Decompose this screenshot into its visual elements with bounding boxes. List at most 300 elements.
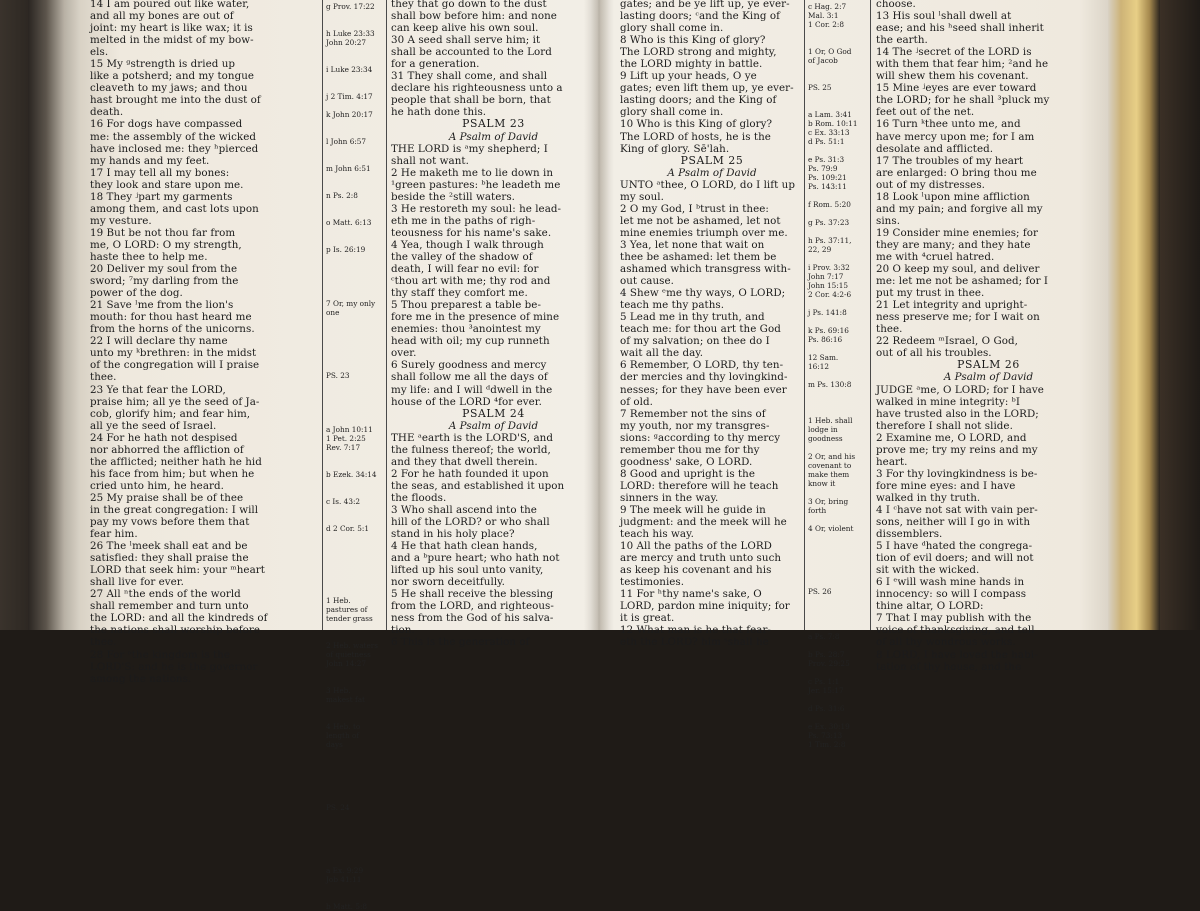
verse-line: head with oil; my cup runneth xyxy=(391,335,550,348)
verse-line: lifted up his soul unto vanity, xyxy=(391,564,544,577)
cross-reference-line: d Ps. 51:1 xyxy=(808,137,845,146)
cross-reference-line xyxy=(326,182,384,191)
verse-line: 5 I have ᵈhated the congrega- xyxy=(876,540,1033,553)
verse-line: ashamed which transgress with- xyxy=(620,263,791,276)
cross-reference-line xyxy=(326,200,384,209)
verse-line: the earth. xyxy=(876,34,928,47)
verse-line: like a potsherd; and my tongue xyxy=(90,70,255,83)
cross-reference-line xyxy=(326,551,384,560)
cross-reference-line xyxy=(808,569,866,578)
cross-reference-line xyxy=(326,533,384,542)
cross-reference-line: m John 6:51 xyxy=(326,164,371,173)
verse-line: of the congregation will I praise xyxy=(90,359,260,372)
cross-reference-line xyxy=(808,38,866,47)
verse-line: thee be ashamed: let them be xyxy=(620,250,777,263)
cross-reference-line xyxy=(326,884,384,893)
verse-line: nesses; for they have been ever xyxy=(620,383,787,396)
cross-reference-line xyxy=(326,821,384,830)
cross-reference-line: h Luke 23:33 xyxy=(326,29,375,38)
verse-line: satisfied: they shall praise the xyxy=(90,552,249,565)
verse-line: 19 Consider mine enemies; for xyxy=(876,226,1038,239)
verse-line: 21 Save ˡme from the lion's xyxy=(90,299,234,312)
psalm-subtitle: A Psalm of David xyxy=(943,371,1034,384)
gutter-shadow xyxy=(584,0,614,630)
cross-reference-line: b Rom. 10:11 xyxy=(808,119,858,128)
verse-line: me: let me not be ashamed; for I xyxy=(876,275,1048,288)
cross-reference-line: m Ps. 130:8 xyxy=(808,380,852,389)
verse-line: 24 For he hath not despised xyxy=(90,431,238,444)
cross-reference-line: John 14:27 xyxy=(326,659,367,668)
verse-line: out of all his troubles. xyxy=(876,347,992,360)
verse-line: and all my bones are out of xyxy=(90,10,234,23)
verse-line: fear him. xyxy=(90,528,138,541)
verse-line: eth me in the paths of righ- xyxy=(391,214,536,227)
verse-line: 6 This is the generation of xyxy=(391,636,530,649)
cross-reference-line xyxy=(326,767,384,776)
verse-line: 2 For he hath founded it upon xyxy=(391,467,549,480)
verse-line: tion of evil doers; and will not xyxy=(876,552,1034,565)
verse-line: 6 Surely goodness and mercy xyxy=(391,359,547,372)
book-right-edge-gilt xyxy=(1108,0,1160,630)
verse-line: have mercy upon me; for I am xyxy=(876,130,1035,143)
cross-reference-line: g Ps. 37:23 xyxy=(808,218,850,227)
cross-reference-line: a John 10:11 xyxy=(326,425,373,434)
verse-line: eth the LORD? him ˢshall he xyxy=(620,636,769,649)
cross-reference-line: Mal. 3:1 xyxy=(808,11,839,20)
left-page-cross-references xyxy=(326,2,384,911)
verse-line: King of glory. Sē'lah. xyxy=(620,142,730,155)
cross-reference-line: a Lam. 3:41 xyxy=(808,110,852,119)
verse-line: the floods. xyxy=(391,491,447,504)
verse-line: beside the ²still waters. xyxy=(391,190,515,203)
cross-reference-line: 3 Or, bring xyxy=(808,497,849,506)
verse-line: 28 For ᵒthe kingdom is the xyxy=(90,648,231,661)
cross-reference-line xyxy=(326,398,384,407)
cross-reference-line xyxy=(808,551,866,560)
cross-reference-line xyxy=(808,542,866,551)
cross-reference-line: 1 Pet. 2:25 xyxy=(326,434,366,443)
cross-reference-line xyxy=(326,128,384,137)
psalm-subtitle: A Psalm of David xyxy=(448,130,539,143)
verse-line: lasting doors; ᶜand the King of xyxy=(620,10,780,23)
verse-line: 13 His soul ˡshall dwell at xyxy=(876,10,1012,23)
cross-reference-line xyxy=(326,794,384,803)
verse-line: 30 A seed shall serve him; it xyxy=(391,34,541,47)
cross-reference-line: 1 Or, O God xyxy=(808,47,852,56)
cross-reference-line xyxy=(326,542,384,551)
cross-reference-line xyxy=(326,776,384,785)
verse-line: my vesture. xyxy=(90,214,152,227)
verse-line: 7 Remember not the sins of xyxy=(620,407,766,420)
verse-line: lasting doors; and the King of xyxy=(620,94,777,107)
cross-reference-line: Ps. 86:16 xyxy=(808,335,843,344)
verse-line: declare his righteousness unto a xyxy=(391,82,563,95)
verse-line: teach me: for thou art the God xyxy=(620,323,781,336)
cross-reference-line xyxy=(808,596,866,605)
verse-line: the seas, and established it upon xyxy=(391,479,565,492)
verse-line: heart. xyxy=(876,455,908,468)
cross-reference-line xyxy=(326,461,384,470)
verse-line: 15 Mine ʲeyes are ever toward xyxy=(876,82,1037,95)
cross-reference-line xyxy=(808,488,866,497)
cross-reference-line xyxy=(326,353,384,362)
verse-line: house of the LORD ⁴for ever. xyxy=(391,395,542,408)
verse-line: praise him; all ye the seed of Ja- xyxy=(90,395,260,408)
verse-line: 9 The meek will he guide in xyxy=(620,503,766,516)
cross-reference-line: i Luke 23:34 xyxy=(326,65,373,74)
cross-reference-line: a Ps. 7:8 xyxy=(808,632,840,641)
cross-reference-line: Ps. 143:11 xyxy=(808,182,847,191)
cross-reference-line: c Ps. 1:1 xyxy=(808,677,840,686)
verse-line: it is great. xyxy=(620,612,675,625)
cross-reference-line xyxy=(808,623,866,632)
cross-reference-line: 1 Tim. 2:8 xyxy=(808,740,846,749)
verse-line: walked in thy truth. xyxy=(876,491,981,504)
verse-line: teousness for his name's sake. xyxy=(391,226,552,239)
cross-reference-line xyxy=(326,389,384,398)
cross-reference-line: a Ex. 9:29 xyxy=(326,866,364,875)
cross-reference-line xyxy=(326,848,384,857)
verse-line: 2 O my God, I ᵇtrust in thee: xyxy=(620,202,769,215)
psalm-heading: PSALM 26 xyxy=(957,358,1020,372)
verse-line: 27 All ⁿthe ends of the world xyxy=(90,588,241,601)
verse-line: have inclosed me: they ʰpierced xyxy=(90,142,259,155)
cross-reference-line: forth xyxy=(808,506,827,515)
verse-line: as keep his covenant and his xyxy=(620,564,772,577)
verse-line: 8 Good and upright is the xyxy=(620,467,755,480)
verse-line: 10 All the paths of the LORD xyxy=(620,540,772,553)
verse-line: and my pain; and forgive all my xyxy=(876,202,1043,215)
verse-line: out of my distresses. xyxy=(876,178,985,191)
verse-line: 3 He restoreth my soul: he lead- xyxy=(391,202,562,215)
verse-line: sit with the wicked. xyxy=(876,564,980,577)
verse-line: tation of thy house, and the xyxy=(876,660,1022,673)
cross-reference-line: PS. 25 xyxy=(808,83,832,92)
verse-line: shall live for ever. xyxy=(90,576,184,589)
verse-line: voice of thanksgiving, and tell xyxy=(876,624,1035,637)
verse-line: 3 Who shall ascend into the xyxy=(391,503,537,516)
verse-line: stand in his holy place? xyxy=(391,528,515,541)
verse-line: testimonies. xyxy=(620,576,685,589)
verse-line: me: the assembly of the wicked xyxy=(90,130,256,143)
right-page xyxy=(612,0,1102,749)
verse-line: from the horns of the unicorns. xyxy=(90,323,255,336)
cross-reference-line: o Matt. 6:13 xyxy=(326,218,372,227)
cross-reference-line: PS. 24 xyxy=(326,803,350,812)
verse-line: my hands and my feet. xyxy=(90,154,210,167)
verse-line: cob, glorify him; and fear him, xyxy=(90,407,251,420)
cross-reference-line xyxy=(808,668,866,677)
verse-line: ness preserve me; for I wait on xyxy=(876,311,1040,324)
cross-reference-line: lodge in xyxy=(808,425,838,434)
cross-reference-line xyxy=(326,587,384,596)
cross-reference-line: 1 Heb. shall xyxy=(808,416,853,425)
cross-reference-line: one xyxy=(326,308,340,317)
cross-reference-line: g Prov. 17:22 xyxy=(326,2,375,11)
cross-reference-line xyxy=(326,155,384,164)
cross-reference-line xyxy=(326,173,384,182)
cross-reference-line xyxy=(808,92,866,101)
cross-reference-line xyxy=(326,335,384,344)
psalm-heading: PSALM 24 xyxy=(462,406,525,420)
verse-line: the valley of the shadow of xyxy=(391,250,533,263)
cross-reference-line xyxy=(326,362,384,371)
verse-line: of old. xyxy=(620,395,653,408)
cross-reference-line: John 15:15 xyxy=(808,281,849,290)
verse-line: LORD: therefore will he teach xyxy=(620,479,779,492)
verse-line: choose. xyxy=(876,0,916,10)
verse-line: enemies: thou ³anointest my xyxy=(391,323,541,336)
cross-reference-line: l John 6:57 xyxy=(326,137,367,146)
cross-reference-line xyxy=(808,578,866,587)
verse-line: JUDGE ᵃme, O LORD; for I have xyxy=(876,383,1044,396)
cross-reference-line xyxy=(326,578,384,587)
cross-reference-line xyxy=(326,326,384,335)
verse-line: and they that dwell therein. xyxy=(391,455,538,468)
verse-line: melted in the midst of my bow- xyxy=(90,34,254,47)
cross-reference-line: e Ps. 31:3 xyxy=(808,155,845,164)
verse-line: 19 But be not thou far from xyxy=(90,226,236,239)
verse-line: wait all the day. xyxy=(620,347,704,360)
left-page-column-2 xyxy=(391,0,596,649)
cross-reference-line: f Rom. 5:20 xyxy=(808,200,851,209)
cross-reference-line: b Matt. 5:8 xyxy=(326,902,368,911)
verse-line: 6 Remember, O LORD, thy ten- xyxy=(620,359,784,372)
verse-line: sions: ᵍaccording to thy mercy xyxy=(620,431,781,444)
cross-reference-line xyxy=(326,560,384,569)
verse-line: my soul. xyxy=(620,190,664,203)
verse-line: 18 Look ˡupon mine affliction xyxy=(876,190,1030,203)
cross-reference-line: k John 20:17 xyxy=(326,110,373,119)
verse-line: they that go down to the dust xyxy=(391,0,547,10)
cross-reference-line: Jer. 15:17 xyxy=(808,686,844,695)
cross-reference-line xyxy=(808,227,866,236)
verse-line: 16 Turn ᵏthee unto me, and xyxy=(876,118,1021,131)
cross-reference-line: know it xyxy=(808,479,836,488)
cross-reference-line: of quietness xyxy=(326,650,371,659)
cross-reference-line xyxy=(326,119,384,128)
verse-line: the afflicted; neither hath he hid xyxy=(90,455,262,468)
cross-reference-line: length of xyxy=(326,731,360,740)
cross-reference-line xyxy=(326,704,384,713)
verse-line: of all thy wondrous works. xyxy=(876,636,1016,649)
verse-line: 16 For dogs have compassed xyxy=(90,118,243,131)
verse-line: fore me in the presence of mine xyxy=(391,311,560,324)
cross-reference-line xyxy=(808,29,866,38)
verse-line: 4 Shew ᵉme thy ways, O LORD; xyxy=(620,287,786,300)
cross-reference-line xyxy=(808,371,866,380)
verse-line: of my salvation; on thee do I xyxy=(620,335,770,348)
cross-reference-line: makest fat xyxy=(326,695,365,704)
verse-line: sinners in the way. xyxy=(620,491,719,504)
verse-line: 3 Yea, let none that wait on xyxy=(620,238,765,251)
verse-line: 31 They shall come, and shall xyxy=(391,70,548,83)
cross-reference-line: 1 Heb. xyxy=(326,596,351,605)
verse-line: shall follow me all the days of xyxy=(391,371,548,384)
cross-reference-line xyxy=(326,227,384,236)
verse-line: 5 Lead me in thy truth, and xyxy=(620,311,765,324)
cross-reference-line: Prov. 29:25 xyxy=(808,659,850,668)
verse-line: 8 LORD, I have loved the habi- xyxy=(876,648,1038,661)
cross-reference-line xyxy=(808,344,866,353)
verse-line: the LORD: and all the kindreds of xyxy=(90,612,268,625)
verse-line: 2 He maketh me to lie down in xyxy=(391,166,554,179)
psalm-subtitle: A Psalm of David xyxy=(667,166,757,179)
cross-reference-line xyxy=(326,263,384,272)
verse-line: judgment: and the meek will he xyxy=(620,516,787,529)
verse-line: cleaveth to my jaws; and thou xyxy=(90,82,248,95)
cross-reference-line: i Prov. 3:32 xyxy=(808,263,850,272)
verse-line: the LORD mighty in battle. xyxy=(620,58,763,71)
verse-line: unto my ᵏbrethren: in the midst xyxy=(90,347,257,360)
cross-reference-line xyxy=(326,785,384,794)
verse-line: 6 I ᵉwill wash mine hands in xyxy=(876,576,1025,589)
cross-reference-line: Ps. 109:21 xyxy=(808,173,847,182)
verse-line: 17 I may tell all my bones: xyxy=(90,166,230,179)
verse-line: prove me; try my reins and my xyxy=(876,443,1038,456)
cross-reference-line xyxy=(326,479,384,488)
cross-reference-line xyxy=(808,443,866,452)
column-rule xyxy=(804,0,805,630)
verse-line: thee. xyxy=(90,636,117,649)
verse-line: 11 For ʰthy name's sake, O xyxy=(620,588,762,601)
cross-reference-line xyxy=(326,569,384,578)
verse-line: 25 My praise shall be of thee xyxy=(90,491,244,504)
verse-line: 3 For thy lovingkindness is be- xyxy=(876,467,1038,480)
verse-line: haste thee to help me. xyxy=(90,250,208,263)
verse-line: from the LORD, and righteous- xyxy=(391,600,554,613)
cross-reference-line: d Ps. 31:6 xyxy=(808,704,845,713)
cross-reference-line xyxy=(326,83,384,92)
cross-reference-line: 22, 29 xyxy=(808,245,832,254)
verse-line: are enlarged: O bring thou me xyxy=(876,166,1037,179)
verse-line: 15 My ᵍstrength is dried up xyxy=(90,58,236,71)
verse-line: LORD that seek him: your ᵐheart xyxy=(90,564,265,577)
verse-line: therefore I shall not slide. xyxy=(876,419,1013,432)
cross-reference-line xyxy=(326,623,384,632)
column-rule xyxy=(322,0,323,630)
cross-reference-line: 16:12 xyxy=(808,362,830,371)
cross-reference-line: n Ps. 2:8 xyxy=(326,191,358,200)
verse-line: 20 O keep my soul, and deliver xyxy=(876,263,1040,276)
cross-reference-line: 7 Or, my only xyxy=(326,299,376,308)
verse-line: all ye the seed of Israel. xyxy=(90,419,217,432)
verse-line: 22 Redeem ᵐIsrael, O God, xyxy=(876,335,1018,348)
verse-line: THE ᵃearth is the LORD'S, and xyxy=(391,431,553,444)
verse-line: 2 Examine me, O LORD, and xyxy=(876,431,1027,444)
verse-line: fore mine eyes: and I have xyxy=(876,479,1016,492)
verse-line: thine altar, O LORD: xyxy=(876,600,984,613)
verse-line: 5 Thou preparest a table be- xyxy=(391,299,541,312)
cross-reference-line xyxy=(808,191,866,200)
verse-line: nor sworn deceitfully. xyxy=(391,576,505,589)
cross-reference-line xyxy=(326,344,384,353)
cross-reference-line: 2 Cor. 4:2-6 xyxy=(808,290,852,299)
cross-reference-line xyxy=(326,758,384,767)
verse-line: they look and stare upon me. xyxy=(90,178,244,191)
cross-reference-line: b Ezek. 34:14 xyxy=(326,470,377,479)
cross-reference-line: b Ps. 28:7 xyxy=(808,650,845,659)
cross-reference-line xyxy=(326,677,384,686)
cross-reference-line: goodness xyxy=(808,434,843,443)
verse-line: ᶜthou art with me; thy rod and xyxy=(391,275,551,288)
cross-reference-line: Ps. 73:13 xyxy=(808,731,843,740)
cross-reference-line xyxy=(326,380,384,389)
verse-line: death, I will fear no evil: for xyxy=(391,263,539,276)
cross-reference-line: tender grass xyxy=(326,614,373,623)
cross-reference-line: covenant to xyxy=(808,461,852,470)
cross-reference-line xyxy=(808,146,866,155)
cross-reference-line: 2 Or, and his xyxy=(808,452,856,461)
cross-reference-line: Rev. 7:17 xyxy=(326,443,361,452)
verse-line: 26 The ˡmeek shall eat and be xyxy=(90,540,248,553)
cross-reference-line: 4 Or, violent xyxy=(808,524,854,533)
cross-reference-line xyxy=(326,416,384,425)
verse-line: my youth, nor my transgres- xyxy=(620,419,770,432)
cross-reference-line xyxy=(326,668,384,677)
verse-line: put my trust in thee. xyxy=(876,287,985,300)
verse-line: der mercies and thy lovingkind- xyxy=(620,371,788,384)
cross-reference-line xyxy=(808,389,866,398)
verse-line: shall remember and turn unto xyxy=(90,600,249,613)
cross-reference-line: k Ps. 69:16 xyxy=(808,326,849,335)
verse-line: can keep alive his own soul. xyxy=(391,22,539,35)
verse-line: desolate and afflicted. xyxy=(876,142,994,155)
cross-reference-line xyxy=(326,713,384,722)
verse-line: they are many; and they hate xyxy=(876,238,1031,251)
cross-reference-line xyxy=(326,11,384,20)
verse-line: nor abhorred the affliction of xyxy=(90,443,244,456)
verse-line: glory shall come in. xyxy=(620,22,724,35)
cross-reference-line: 1 Cor. 2:8 xyxy=(808,20,845,29)
verse-line: out cause. xyxy=(620,275,674,288)
verse-line: over. xyxy=(391,347,417,360)
cross-reference-line xyxy=(808,209,866,218)
cross-reference-line xyxy=(326,830,384,839)
cross-reference-line: pastures of xyxy=(326,605,368,614)
left-page xyxy=(86,0,598,911)
verse-line: among them, and cast lots upon xyxy=(90,202,259,215)
cross-reference-line: PS. 23 xyxy=(326,371,350,380)
verse-line: the nations shall worship before xyxy=(90,624,260,637)
verse-line: els. xyxy=(90,46,109,59)
verse-line: glory shall come in. xyxy=(620,106,724,119)
verse-line: ease; and his ʰseed shall inherit xyxy=(876,22,1044,35)
cross-reference-line xyxy=(326,857,384,866)
verse-line: the LORD; for he shall ³pluck my xyxy=(876,94,1050,107)
cross-reference-line xyxy=(326,632,384,641)
psalm-heading: PSALM 23 xyxy=(462,117,525,131)
right-page-column-2 xyxy=(876,0,1101,673)
verse-line: thee. xyxy=(90,371,117,384)
verse-line: walked in mine integrity: ᵇI xyxy=(876,395,1020,408)
cross-reference-line: PS. 26 xyxy=(808,587,832,596)
cross-reference-line xyxy=(808,407,866,416)
cross-reference-line: e Ex. 30:19 xyxy=(808,722,850,731)
verse-line: 18 They ʲpart my garments xyxy=(90,190,233,203)
book-left-edge xyxy=(28,0,80,630)
verse-line: pay my vows before them that xyxy=(90,516,250,529)
verse-line: have trusted also in the LORD; xyxy=(876,407,1039,420)
verse-line: 14 I am poured out like water, xyxy=(90,0,250,10)
column-rule xyxy=(386,0,387,630)
verse-line: sins. xyxy=(876,214,901,227)
cross-reference-line xyxy=(808,695,866,704)
verse-line: mine enemies triumph over me. xyxy=(620,226,788,239)
cross-reference-line: h Ps. 37:11, xyxy=(808,236,852,245)
verse-line: 23 Ye that fear the LORD, xyxy=(90,383,226,396)
verse-line: THE LORD is ᵃmy shepherd; I xyxy=(391,142,548,155)
